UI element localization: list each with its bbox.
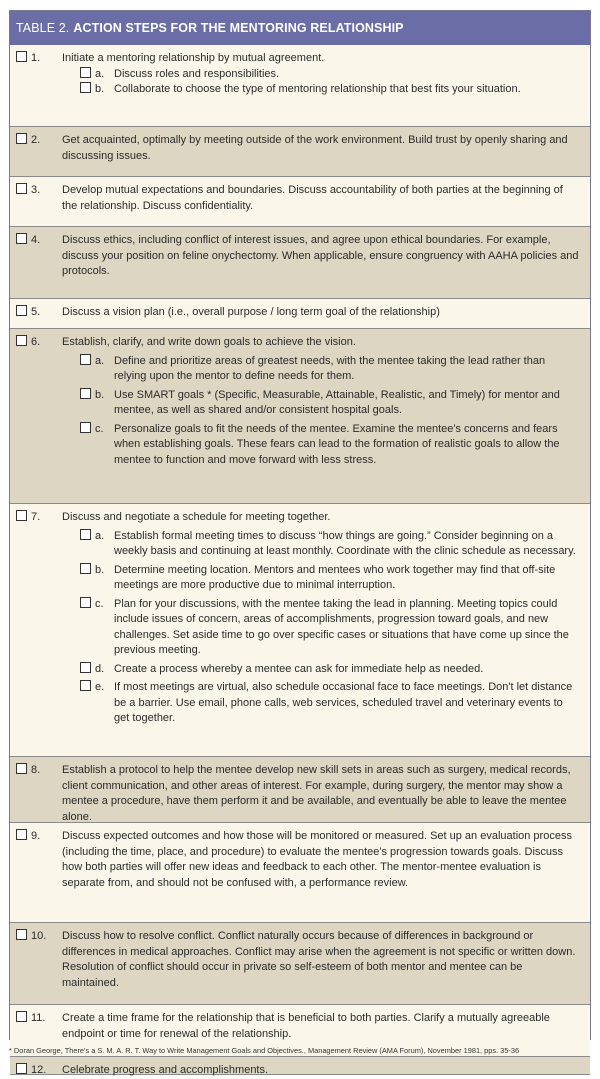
step-row [10, 504, 590, 757]
step-checkbox[interactable] [16, 335, 27, 346]
step-number [16, 510, 40, 526]
step-row [10, 823, 590, 923]
step-row [10, 45, 590, 127]
step-number [16, 233, 40, 249]
substep-label: b. [95, 563, 105, 576]
substep-marker [80, 354, 104, 370]
step-number-label: 5. [31, 306, 41, 318]
substep-label: a. [95, 354, 105, 367]
substep [80, 529, 580, 560]
substep-text: Define and prioritize areas of greatest needs, with the mentee taking the lead rather than relying upon the mentor to define needs for them. [114, 354, 546, 382]
substep-label: b. [95, 83, 105, 95]
step-main [10, 305, 580, 321]
substep-marker [80, 597, 104, 613]
step-number-label: 9. [31, 830, 41, 842]
step-text: Establish, clarify, and write down goals to achieve the vision. [62, 336, 356, 348]
substep-checkbox[interactable] [80, 82, 91, 93]
step-number [16, 133, 40, 149]
substep-label: a. [95, 67, 105, 80]
substep-marker [80, 563, 104, 579]
substep-checkbox[interactable] [80, 680, 91, 691]
step-row [10, 329, 590, 504]
substep-checkbox[interactable] [80, 563, 91, 574]
step-text: Discuss a vision plan (i.e., overall purpose / long term goal of the relationship) [62, 306, 440, 318]
step-main [10, 51, 580, 67]
step-number [16, 929, 46, 945]
step-main [10, 510, 580, 526]
substep [80, 82, 580, 98]
step-number [16, 1011, 45, 1027]
step-number [16, 829, 40, 845]
step-checkbox[interactable] [16, 133, 27, 144]
substep [80, 422, 580, 469]
step-row [10, 299, 590, 329]
step-main [10, 133, 580, 164]
step-checkbox[interactable] [16, 763, 27, 774]
step-number-label: 10. [31, 930, 47, 942]
footnote: * Doran George, There's a S. M. A. R. T. Way to Write Management Goals and Objectives., Management Review (AMA Forum), November 1981, pps. 35-36 [9, 1046, 520, 1055]
substep [80, 354, 580, 385]
substep [80, 563, 580, 594]
step-main [10, 183, 580, 214]
substep [80, 388, 580, 419]
substep [80, 597, 580, 659]
step-checkbox[interactable] [16, 1011, 27, 1022]
step-number-label: 3. [31, 184, 41, 196]
substep-marker [80, 388, 104, 404]
step-checkbox[interactable] [16, 510, 27, 521]
step-text: Get acquainted, optimally by meeting outside of the work environment. Build trust by openly sharing and discussing issues. [62, 134, 568, 162]
step-text: Celebrate progress and accomplishments. [62, 1064, 269, 1076]
step-number-label: 2. [31, 134, 41, 146]
substep-label: c. [95, 597, 104, 610]
step-number [16, 183, 40, 199]
substep-marker [80, 529, 104, 545]
step-main [10, 1063, 580, 1079]
substep-marker [80, 82, 104, 98]
table-header [10, 11, 590, 45]
step-row [10, 1057, 590, 1075]
substep-label: d. [95, 662, 105, 675]
step-number-label: 11. [31, 1012, 46, 1024]
substep [80, 662, 580, 678]
step-number-label: 1. [31, 52, 41, 64]
step-text: Create a time frame for the relationship that is beneficial to both parties. Clarify a mutually agreeable endpoint or time for renewal of the relationship. [62, 1012, 550, 1040]
substep-text: Determine meeting location. Mentors and mentees who work together may find that off-site meetings are more productive due to minimal interruption. [114, 563, 556, 591]
substep-checkbox[interactable] [80, 67, 91, 78]
substep-text: Use SMART goals * (Specific, Measurable, Attainable, Realistic, and Timely) for mentor and mentee, as well as shared and/or consistent hospital goals. [114, 388, 560, 416]
step-number [16, 763, 40, 779]
step-main [10, 763, 580, 825]
step-number-label: 6. [31, 336, 41, 348]
step-checkbox[interactable] [16, 929, 27, 940]
step-text: Discuss ethics, including conflict of interest issues, and agree upon ethical boundaries. For example, discuss your position on feline onychectomy. When applicable, ensure congruency with AAHA policies and protocols. [62, 234, 579, 277]
substep-label: e. [95, 681, 105, 693]
substep-checkbox[interactable] [80, 354, 91, 365]
substep-text: Create a process whereby a mentee can ask for immediate help as needed. [114, 662, 484, 675]
step-number [16, 335, 40, 351]
step-text: Develop mutual expectations and boundaries. Discuss accountability of both parties at the beginning of the relationship. Discuss confidentiality. [62, 184, 563, 212]
step-row [10, 127, 590, 177]
step-main [10, 829, 580, 891]
table-label: TABLE 2. [16, 21, 70, 35]
step-row [10, 227, 590, 299]
substep-marker [80, 662, 104, 678]
substep-text: Personalize goals to fit the needs of the mentee. Examine the mentee's concerns and fears when establishing goals. These fears can lead to the formation of realistic goals to allow the mentee to function and move forward with less stress. [114, 422, 560, 466]
substep-marker [80, 422, 104, 438]
substep-checkbox[interactable] [80, 529, 91, 540]
step-row [10, 757, 590, 823]
substep-checkbox[interactable] [80, 422, 91, 433]
step-checkbox[interactable] [16, 51, 27, 62]
substep-label: b. [95, 388, 105, 401]
step-number-label: 12. [31, 1064, 47, 1076]
substep-marker [80, 67, 104, 83]
step-text: Discuss how to resolve conflict. Conflict naturally occurs because of differences in background or differences in medical approaches. Conflict may arise when the agreement is not specific or written down. Resolution of conflict should occur in private so self-esteem of both mentor and mentee can be maintained. [62, 930, 576, 989]
step-number [16, 1063, 46, 1079]
substep-checkbox[interactable] [80, 662, 91, 673]
step-checkbox[interactable] [16, 1063, 27, 1074]
step-main [10, 233, 580, 280]
substep-label: a. [95, 529, 105, 542]
table-title: ACTION STEPS FOR THE MENTORING RELATIONSHIP [73, 21, 404, 35]
step-checkbox[interactable] [16, 829, 27, 840]
step-number [16, 305, 40, 321]
substep [80, 680, 580, 727]
step-text: Establish a protocol to help the mentee develop new skill sets in areas such as surgery, medical records, client communication, and other areas of interest. For example, during surgery, the mentor may show a mentee a procedure, have them perform it and be available, and eventually be able to leave the mentee alone. [62, 764, 571, 823]
substep-text: Discuss roles and responsibilities. [114, 67, 280, 80]
substep-text: If most meetings are virtual, also schedule occasional face to face meetings. Don't let distance be a barrier. Use email, phone calls, web services, scheduled travel and veterinary events to get together. [114, 681, 573, 724]
substep-text: Establish formal meeting times to discuss “how things are going.” Consider beginning on a weekly basis and continuing at least monthly. Coordinate with the clinic schedule as necessary. [114, 529, 576, 557]
step-main [10, 1011, 580, 1042]
substep-text: Plan for your discussions, with the mentee taking the lead in planning. Meeting topics could include issues of concern, areas of accomplishments, progression toward goals, and new challenges. Set aside time to go over specific cases or situations that have come up since the previous meeting. [114, 597, 569, 656]
substep-checkbox[interactable] [80, 597, 91, 608]
step-checkbox[interactable] [16, 305, 27, 316]
substep-label: c. [95, 422, 104, 435]
step-row [10, 177, 590, 227]
step-text: Discuss and negotiate a schedule for meeting together. [62, 511, 331, 523]
step-checkbox[interactable] [16, 183, 27, 194]
step-number [16, 51, 40, 67]
step-number-label: 7. [31, 511, 41, 523]
substep-checkbox[interactable] [80, 388, 91, 399]
step-main [10, 929, 580, 991]
step-number-label: 8. [31, 764, 41, 776]
step-text: Discuss expected outcomes and how those will be monitored or measured. Set up an evaluation process (including the time, place, and procedure) to evaluate the mentee's progression towards goals. Discuss how both parties will offer new ideas and feedback to each other. The mentor-mentee evaluation is separate from, and should not be confused with, a performance review. [62, 830, 572, 889]
substep-text: Collaborate to choose the type of mentoring relationship that best fits your situation. [114, 83, 521, 95]
step-checkbox[interactable] [16, 233, 27, 244]
step-main [10, 335, 580, 351]
substep-marker [80, 680, 104, 696]
step-number-label: 4. [31, 234, 41, 246]
substep [80, 67, 580, 83]
step-row [10, 923, 590, 1005]
step-text: Initiate a mentoring relationship by mutual agreement. [62, 52, 325, 64]
